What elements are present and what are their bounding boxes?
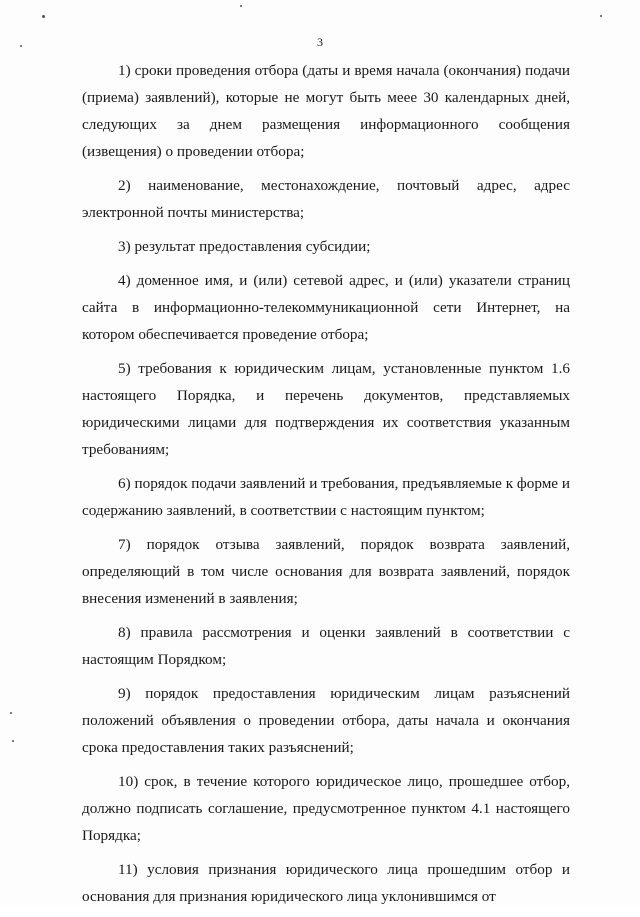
scan-dot xyxy=(42,15,45,18)
scan-dot xyxy=(10,712,12,714)
list-item: 4) доменное имя, и (или) сетевой адрес, и (или) указатели страниц сайта в информационно-телекоммуникационной сети Интернет, на котором обеспечивается проведение отбора; xyxy=(82,272,570,343)
list-item: 2) наименование, местонахождение, почтовый адрес, адрес электронной почты министерства; xyxy=(82,177,570,221)
list-item: 8) правила рассмотрения и оценки заявлений в соответствии с настоящим Порядком; xyxy=(82,624,570,668)
document-body xyxy=(82,57,570,917)
list-item: 9) порядок предоставления юридическим лицам разъяснений положений объявления о проведении отбора, даты начала и окончания срока предоставления таких разъяснений; xyxy=(82,685,570,756)
list-item: 11) условия признания юридического лица прошедшим отбор и основания для признания юридического лица уклонившимся от xyxy=(82,861,570,905)
scan-dot xyxy=(600,15,602,17)
list-item: 7) порядок отзыва заявлений, порядок возврата заявлений, определяющий в том числе основания для возврата заявлений, порядок внесения изменений в заявления; xyxy=(82,536,570,607)
scan-dot xyxy=(240,5,242,7)
list-item: 6) порядок подачи заявлений и требования, предъявляемые к форме и содержанию заявлений, в соответствии с настоящим пунктом; xyxy=(82,475,570,519)
list-item: 3) результат предоставления субсидии; xyxy=(118,238,371,255)
list-item: 5) требования к юридическим лицам, установленные пунктом 1.6 настоящего Порядка, и перечень документов, представляемых юридическими лицами для подтверждения их соответствия указанным требованиям; xyxy=(82,360,570,458)
list-item: 10) срок, в течение которого юридическое лицо, прошедшее отбор, должно подписать соглашение, предусмотренное пунктом 4.1 настоящего Порядка; xyxy=(82,773,570,844)
scan-dot xyxy=(12,740,14,742)
list-item: 1) сроки проведения отбора (даты и время начала (окончания) подачи (приема) заявлений), которые не могут быть меее 30 календарных дней, следующих за днем размещения информационного сообщения (извещения) о проведении отбора; xyxy=(82,62,570,160)
page-number: 3 xyxy=(317,35,323,49)
